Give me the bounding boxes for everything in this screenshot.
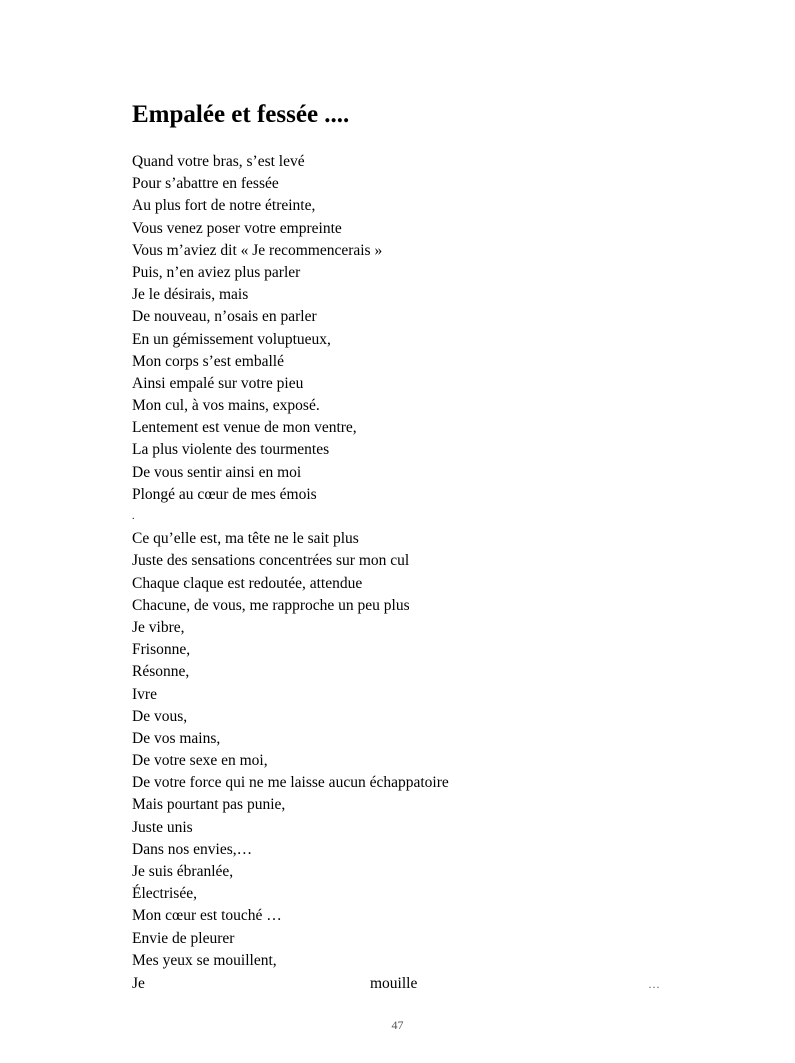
poem-line: Mon cul, à vos mains, exposé. [132, 397, 320, 415]
poem-line: Vous m’aviez dit « Je recommencerais » [132, 241, 383, 259]
poem-line: De votre force qui ne me laisse aucun échappatoire [132, 774, 449, 792]
poem-line: Quand votre bras, s’est levé [132, 153, 305, 170]
poem-line: Juste unis [132, 818, 193, 836]
poem-line: Lentement est venue de mon ventre, [132, 419, 357, 437]
last-line-ellipsis: … [648, 977, 660, 991]
poem-title: Empalée et fessée .... [132, 101, 350, 128]
poem-line: Je suis ébranlée, [132, 863, 234, 880]
poem-line: Ainsi empalé sur votre pieu [132, 374, 304, 392]
poem-line: De nouveau, n’osais en parler [132, 308, 317, 326]
poem-line: De vous, [132, 707, 188, 725]
poem-line: Pour s’abattre en fessée [132, 175, 279, 193]
poem-line: Chaque claque est redoutée, attendue [132, 574, 363, 592]
poem-line: Au plus fort de notre étreinte, [132, 197, 316, 215]
poem-line: De vous sentir ainsi en moi [132, 463, 302, 481]
poem-line: Mais pourtant pas punie, [132, 796, 286, 814]
poem-line: Ivre [132, 685, 157, 703]
poem-line: Mes yeux se mouillent, [132, 951, 277, 969]
poem-line: En un gémissement voluptueux, [132, 330, 331, 348]
poem-line: Vous venez poser votre empreinte [132, 219, 342, 237]
poem-line: Juste des sensations concentrées sur mon cul [132, 552, 410, 570]
poem-line: De votre sexe en moi, [132, 752, 268, 770]
poem-line: De vos mains, [132, 729, 221, 747]
poem-line: Mon cœur est touché … [132, 907, 282, 925]
poem-line: Je le désirais, mais [132, 286, 249, 304]
poem-body [132, 151, 692, 972]
poem-line: Chacune, de vous, me rapproche un peu plus [132, 596, 410, 614]
last-line-word-je: Je [132, 975, 145, 992]
poem-line: La plus violente des tourmentes [132, 441, 330, 459]
last-line-word-mouille: mouille [370, 975, 418, 992]
poem-line: Plongé au cœur de mes émois [132, 485, 317, 503]
poem-line: Ce qu’elle est, ma tête ne le sait plus [132, 530, 359, 548]
page-number: 47 [391, 1018, 404, 1032]
poem-last-line [132, 973, 692, 995]
poem-line: Je vibre, [132, 618, 185, 636]
poem-line: Frisonne, [132, 641, 191, 659]
poem-line: Mon corps s’est emballé [132, 352, 284, 370]
poem-line: Dans nos envies,… [132, 840, 253, 858]
poem-line: Envie de pleurer [132, 929, 235, 947]
poem-line: Puis, n’en aviez plus parler [132, 263, 301, 281]
poem-line: . [132, 511, 135, 522]
poem-line: Résonne, [132, 663, 190, 681]
poem-line: Électrisée, [132, 885, 197, 903]
